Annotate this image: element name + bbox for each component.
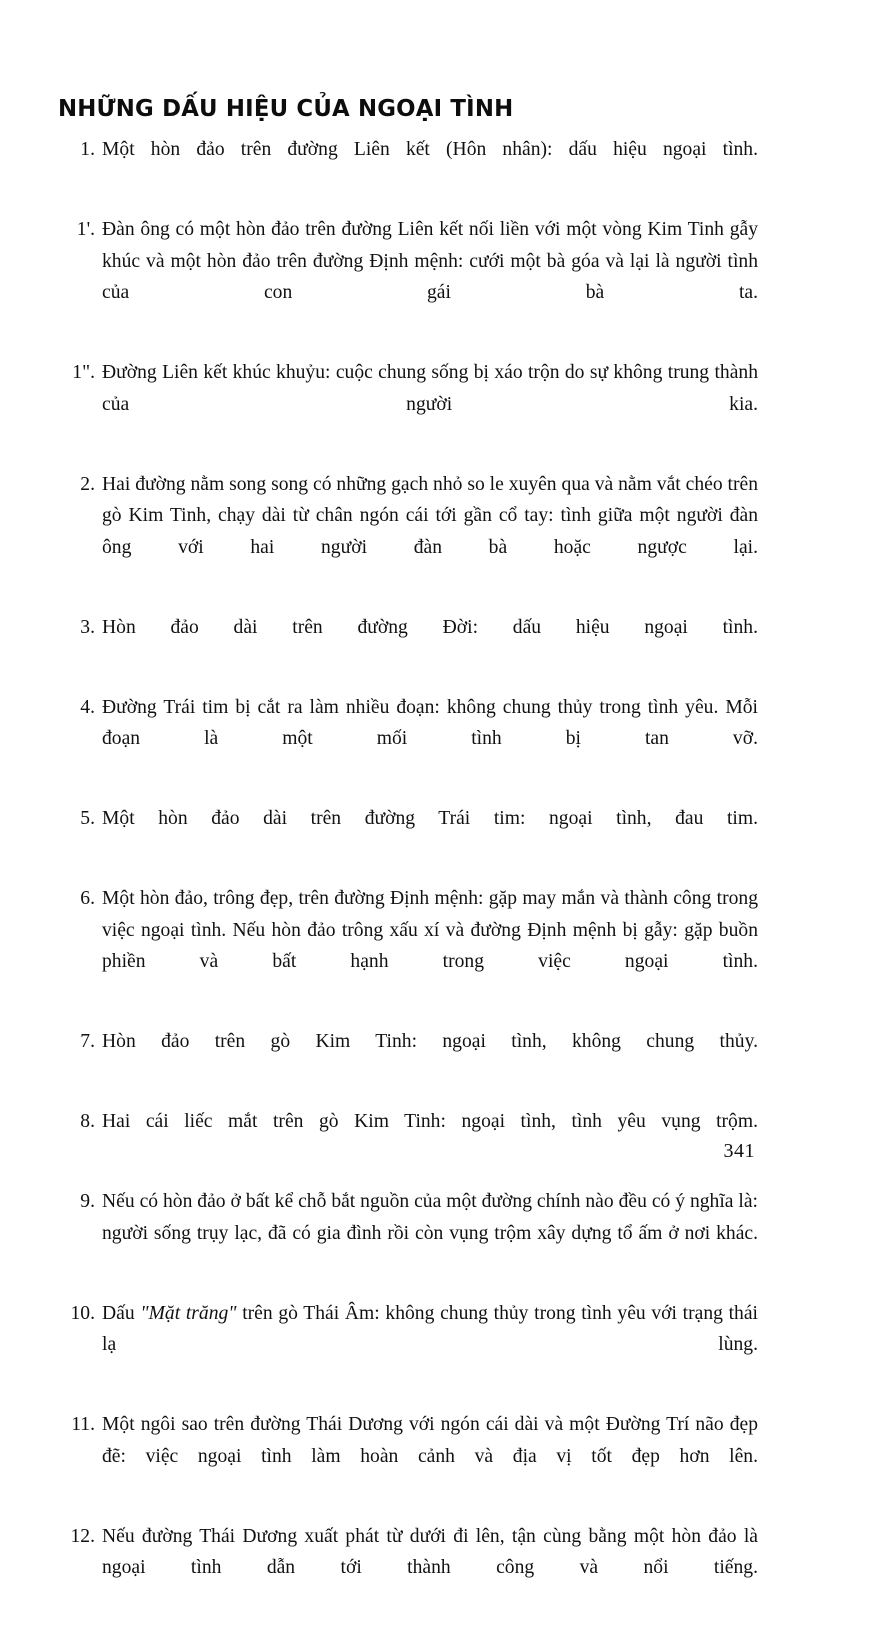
list-item	[58, 469, 758, 595]
list-item	[58, 803, 758, 866]
list-item-text: Một hòn đảo dài trên đường Trái tim: ngoại tình, đau tim.	[102, 808, 758, 829]
page-title: NHỮNG DẤU HIỆU CỦA NGOẠI TÌNH	[58, 93, 514, 122]
list-item-marker: 1".	[72, 362, 95, 383]
list-item-text	[102, 1298, 758, 1393]
list-item-marker: 1.	[80, 139, 95, 160]
list-item-marker: 6.	[80, 888, 95, 909]
list-item	[58, 134, 758, 197]
list-item-marker: 1'.	[76, 219, 95, 240]
page-number: 341	[723, 1140, 755, 1162]
list-item-marker: 11.	[71, 1414, 95, 1435]
list-item	[58, 1409, 758, 1504]
list-item	[58, 1186, 758, 1281]
list-item	[58, 1298, 758, 1393]
list-item-marker: 12.	[70, 1525, 95, 1547]
list-item	[58, 692, 758, 787]
list-item	[58, 1521, 758, 1616]
list-item-text-italic: "Mặt trăng"	[140, 1302, 237, 1324]
list-item-text: Nếu đường Thái Dương xuất phát từ dưới đi lên, tận cùng bằng một hòn đảo là ngoại tình dẫn tới thành công và nổi tiếng.	[102, 1525, 758, 1578]
list-item	[58, 357, 758, 452]
list-item	[58, 883, 758, 1009]
list-item-marker: 8.	[80, 1111, 95, 1132]
list-item-marker: 10.	[70, 1302, 95, 1324]
list-item-text: Đường Liên kết khúc khuỷu: cuộc chung sống bị xáo trộn do sự không trung thành của người kia.	[102, 362, 758, 415]
list-item-text: Hai đường nằm song song có những gạch nhỏ so le xuyên qua và nằm vắt chéo trên gò Kim Tinh, chạy dài từ chân ngón cái tới gần cổ tay: tình giữa một người đàn ông với hai người đàn bà hoặc ngược lại.	[102, 473, 758, 558]
list-item-text: Nếu có hòn đảo ở bất kể chỗ bắt nguồn của một đường chính nào đều có ý nghĩa là: người sống trụy lạc, đã có gia đình rồi còn vụng trộm xây dựng tổ ấm ở nơi khác.	[102, 1191, 758, 1244]
list-item-marker: 3.	[80, 616, 95, 638]
list-item-text: Hòn đảo trên gò Kim Tinh: ngoại tình, không chung thủy.	[102, 1031, 758, 1052]
list-item-text: Hai cái liếc mắt trên gò Kim Tinh: ngoại tình, tình yêu vụng trộm.	[102, 1111, 758, 1132]
list-item-text-after: trên gò Thái Âm: không chung thủy trong tình yêu với trạng thái lạ lùng.	[102, 1302, 758, 1355]
list-item-text: Đàn ông có một hòn đảo trên đường Liên kết nối liền với một vòng Kim Tinh gẫy khúc và một hòn đảo trên đường Định mệnh: cưới một bà góa và lại là người tình của con gái bà ta.	[102, 219, 758, 303]
list-item-text: Một ngôi sao trên đường Thái Dương với ngón cái dài và một Đường Trí não đẹp đẽ: việc ngoại tình làm hoàn cảnh và địa vị tốt đẹp hơn lên.	[102, 1414, 758, 1467]
list-item	[58, 214, 758, 340]
list-item-marker: 7.	[80, 1031, 95, 1052]
list-item-text: Đường Trái tim bị cắt ra làm nhiều đoạn: không chung thủy trong tình yêu. Mỗi đoạn là một mối tình bị tan vỡ.	[102, 696, 758, 749]
list-item-text: Hòn đảo dài trên đường Đời: dấu hiệu ngoại tình.	[102, 616, 758, 638]
list-item	[58, 1026, 758, 1089]
list-item-marker: 4.	[80, 696, 95, 718]
list-item-marker: 9.	[80, 1191, 95, 1212]
list-item-marker: 2.	[80, 473, 95, 495]
signs-list	[58, 134, 758, 1632]
list-item-text: Một hòn đảo, trông đẹp, trên đường Định mệnh: gặp may mắn và thành công trong việc ngoại tình. Nếu hòn đảo trông xấu xí và đường Định mệnh bị gẫy: gặp buồn phiền và bất hạnh trong việc ngoại tình.	[102, 888, 758, 972]
list-item-marker: 5.	[80, 808, 95, 829]
list-item	[58, 1106, 758, 1169]
list-item-text-before: Dấu	[102, 1302, 141, 1324]
list-item-text: Một hòn đảo trên đường Liên kết (Hôn nhân): dấu hiệu ngoại tình.	[102, 139, 758, 160]
list-item	[58, 612, 758, 675]
